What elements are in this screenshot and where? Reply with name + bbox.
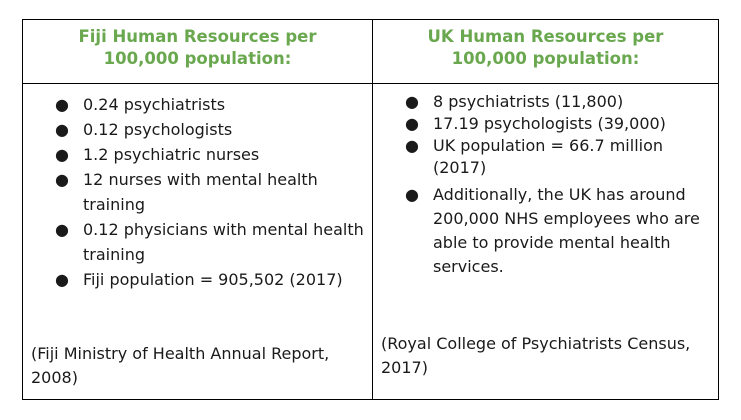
list-item [55, 167, 365, 217]
list-item [55, 117, 365, 142]
bullet-icon: ● [405, 92, 419, 111]
bullet-icon: ● [55, 270, 69, 289]
bullet-icon: ● [55, 170, 69, 189]
uk-source-citation: (Royal College of Psychiatrists Census, 2017) [381, 334, 691, 377]
list-item [405, 135, 705, 179]
fiji-heading-line-2: 100,000 population: [103, 49, 292, 68]
list-item [405, 113, 705, 135]
resources-comparison-table [22, 19, 719, 400]
fiji-header-cell [23, 20, 373, 84]
bullet-icon: ● [405, 185, 419, 204]
uk-heading-line-2: 100,000 population: [451, 49, 640, 68]
list-item [405, 91, 705, 113]
bullet-icon: ● [55, 145, 69, 164]
uk-bullet-list [405, 91, 705, 279]
list-item [55, 142, 365, 167]
bullet-icon: ● [405, 136, 419, 155]
list-item [55, 217, 365, 267]
bullet-icon: ● [405, 114, 419, 133]
fiji-item-population: Fiji population = 905,502 (2017) [83, 270, 343, 289]
uk-item-psychologists: 17.19 psychologists (39,000) [433, 114, 666, 133]
fiji-bullet-list [55, 92, 365, 292]
bullet-icon: ● [55, 120, 69, 139]
uk-header-cell [373, 20, 718, 84]
fiji-item-psychologists: 0.12 psychologists [83, 120, 233, 139]
uk-item-nhs-employees: Additionally, the UK has around 200,000 NHS employees who are able to provide mental health services. [433, 185, 700, 276]
uk-body-cell [373, 84, 718, 399]
bullet-icon: ● [55, 95, 69, 114]
fiji-source-citation: (Fiji Ministry of Health Annual Report, 2008) [31, 344, 330, 387]
list-item [55, 267, 365, 292]
bullet-icon: ● [55, 220, 69, 239]
uk-heading [428, 26, 664, 70]
fiji-body-cell [23, 84, 373, 399]
fiji-item-psychiatric-nurses: 1.2 psychiatric nurses [83, 145, 260, 164]
fiji-heading [79, 26, 317, 70]
fiji-heading-line-1: Fiji Human Resources per [78, 27, 317, 46]
fiji-item-psychiatrists: 0.24 psychiatrists [83, 95, 226, 114]
uk-item-psychiatrists: 8 psychiatrists (11,800) [433, 92, 624, 111]
list-item [405, 183, 705, 279]
list-item [55, 92, 365, 117]
uk-item-population: UK population = 66.7 million (2017) [433, 136, 664, 177]
uk-heading-line-1: UK Human Resources per [427, 27, 664, 46]
fiji-item-mh-physicians: 0.12 physicians with mental health training [83, 220, 364, 264]
fiji-item-mh-nurses: 12 nurses with mental health training [83, 170, 318, 214]
